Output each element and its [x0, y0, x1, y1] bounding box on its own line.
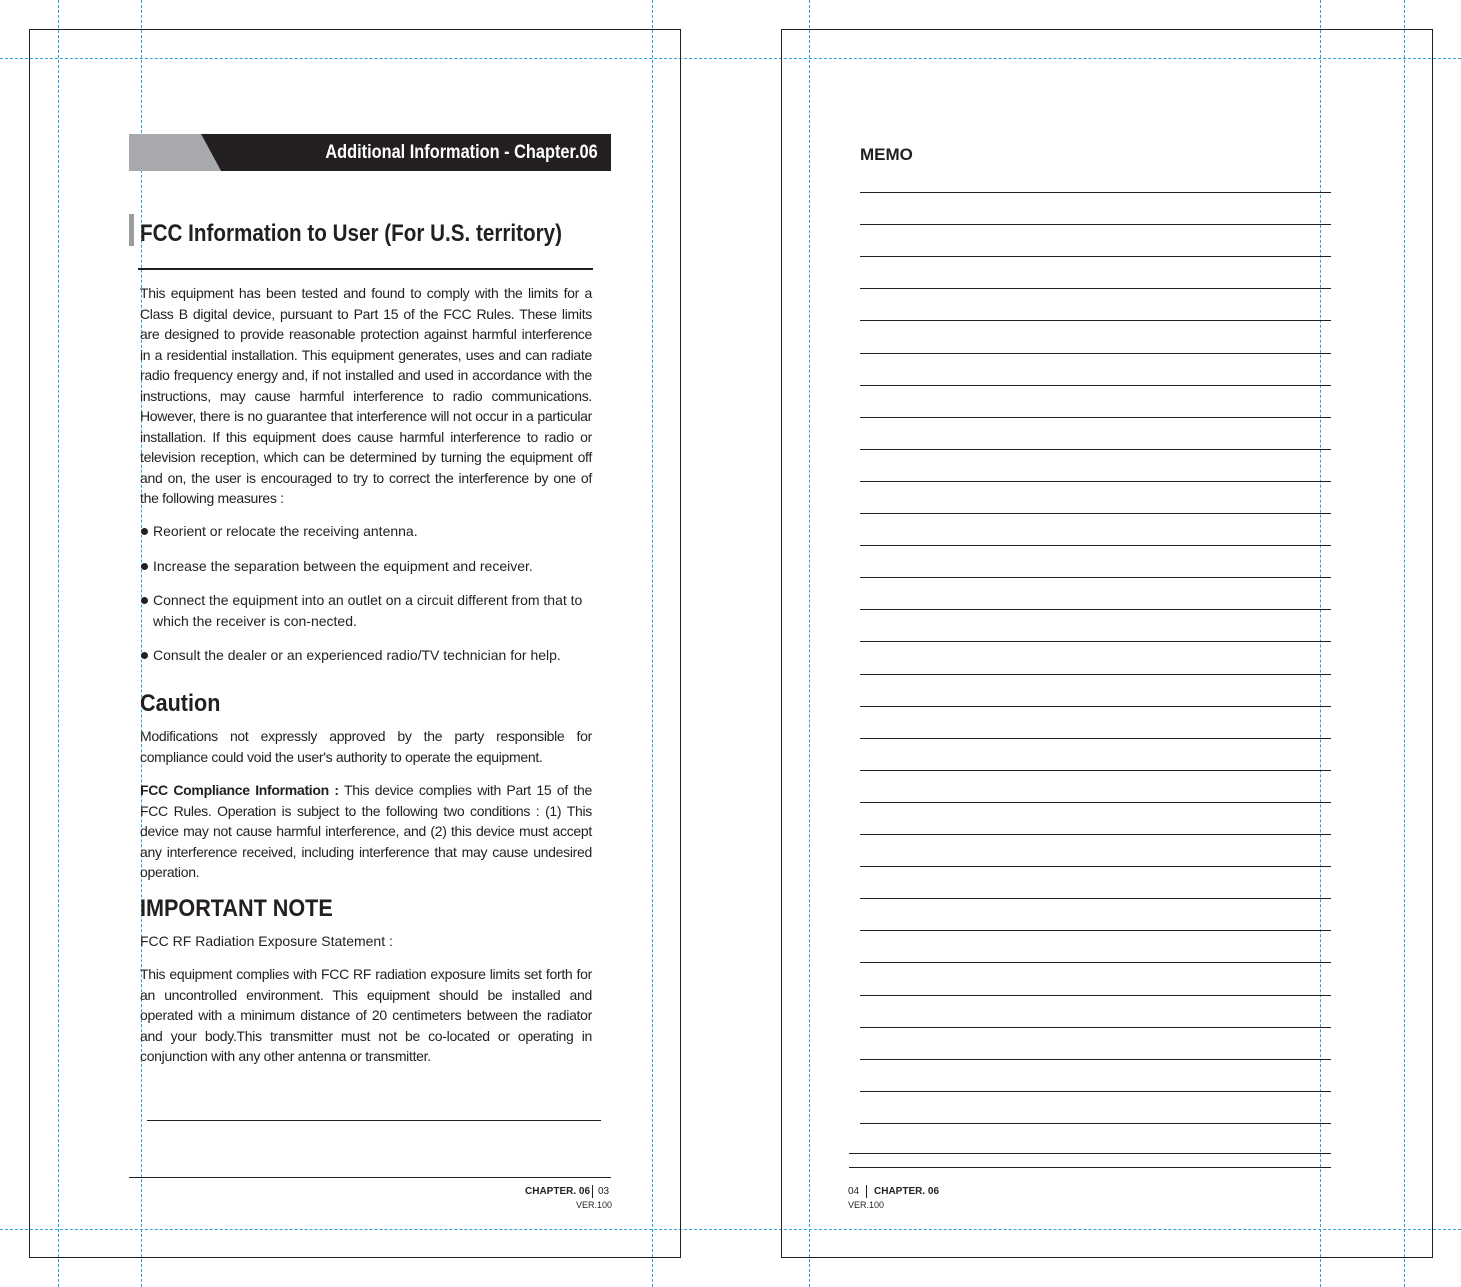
footer-chapter-prefix: CHAPTER.: [874, 1186, 926, 1197]
measure-text: Connect the equipment into an outlet on a circuit different from that to which the receiver is con-nected.: [153, 592, 583, 629]
bullet-dot: [141, 652, 148, 659]
section-title: FCC Information to User (For U.S. territory): [140, 220, 562, 247]
footer-separator: [866, 1185, 867, 1198]
footer-chapter-num: 06: [927, 1186, 940, 1197]
memo-line: [860, 385, 1331, 386]
footer-rule: [129, 1177, 611, 1178]
memo-line: [860, 224, 1331, 225]
memo-line: [860, 256, 1331, 257]
chapter-header-band: [129, 134, 611, 171]
content-end-rule: [147, 1120, 601, 1121]
memo-line: [860, 513, 1331, 514]
memo-line: [860, 738, 1331, 739]
memo-line: [860, 674, 1331, 675]
rf-statement-text: This equipment complies with FCC RF radiation exposure limits set forth for an uncontrolled environment. This equipment should be installed and operated with a minimum distance of 20 centimeters between the radiator and your body.This transmitter must not be co-located or operating in conjunction with any other antenna or transmitter.: [140, 966, 592, 1064]
memo-line: [860, 770, 1331, 771]
caution-text: Modifications not expressly approved by the party responsible for compliance could void the user's authority to operate the equipment.: [140, 728, 592, 765]
compliance-label: FCC Compliance Information :: [140, 782, 339, 798]
memo-line: [860, 449, 1331, 450]
memo-line: [860, 866, 1331, 867]
memo-title: MEMO: [860, 145, 913, 164]
version-label: VER.100: [576, 1200, 613, 1210]
bullet-dot: [141, 528, 148, 535]
memo-line: [860, 706, 1331, 707]
right-page-frame: [781, 29, 1433, 1258]
memo-line: [860, 288, 1331, 289]
chapter-header-title: Additional Information - Chapter.06: [325, 142, 598, 163]
section-title-rule: [138, 268, 593, 270]
caution-heading: Caution: [140, 690, 221, 717]
compliance-paragraph: [140, 780, 592, 883]
memo-line: [860, 545, 1331, 546]
memo-line: [860, 802, 1331, 803]
bullet-dot: [141, 597, 148, 604]
page-number: 04: [848, 1186, 860, 1197]
measure-item: [140, 645, 592, 666]
memo-line: [860, 995, 1331, 996]
measure-text: Consult the dealer or an experienced radio/TV technician for help.: [153, 647, 561, 663]
memo-line: [860, 609, 1331, 610]
memo-line: [860, 1091, 1331, 1092]
memo-line: [860, 930, 1331, 931]
section-title-marker: [129, 214, 134, 246]
measure-text: Reorient or relocate the receiving antenna.: [153, 523, 418, 539]
memo-line: [860, 577, 1331, 578]
memo-line: [860, 1027, 1331, 1028]
important-note-heading: IMPORTANT NOTE: [140, 895, 333, 922]
left-page-frame: [29, 29, 681, 1258]
measure-item: [140, 590, 585, 631]
footer-chapter-prefix: CHAPTER.: [525, 1186, 577, 1197]
footer-chapter: [525, 1186, 590, 1197]
bullet-dot: [141, 563, 148, 570]
measure-text: Increase the separation between the equipment and receiver.: [153, 558, 533, 574]
memo-line: [860, 641, 1331, 642]
memo-line: [860, 834, 1331, 835]
footer-rule: [849, 1167, 1331, 1168]
memo-line: [860, 320, 1331, 321]
measure-item: [140, 521, 592, 542]
memo-line: [860, 192, 1331, 193]
memo-line: [860, 353, 1331, 354]
memo-line: [860, 962, 1331, 963]
footer-rule: [849, 1153, 1331, 1154]
footer-separator: [592, 1185, 593, 1198]
footer-chapter-num: 06: [578, 1186, 591, 1197]
memo-line: [860, 1059, 1331, 1060]
memo-line: [860, 898, 1331, 899]
compliance-text: This device complies with Part 15 of the FCC Rules. Operation is subject to the following two conditions : (1) This device may not cause harmful interference, and (2) this device must accept any interference received, including interference that may cause undesired operation.: [140, 782, 592, 880]
page-number: 03: [598, 1186, 610, 1197]
rf-statement-label: FCC RF Radiation Exposure Statement :: [140, 933, 393, 949]
footer-chapter: [874, 1186, 939, 1197]
memo-line: [860, 1123, 1331, 1124]
intro-paragraph: This equipment has been tested and found to comply with the limits for a Class B digital device, pursuant to Part 15 of the FCC Rules. These limits are designed to provide reasonable protection against harmful interference in a residential installation. This equipment generates, uses and can radiate radio frequency energy and, if not installed and used in accordance with the instructions, may cause harmful interference to radio communications. However, there is no guarantee that interference will not occur in a particular installation. If this equipment does cause harmful interference to radio or television reception, which can be determined by turning the equipment off and on, the user is encouraged to try to correct the interference by one of the following measures :: [140, 285, 592, 506]
memo-line: [860, 481, 1331, 482]
version-label: VER.100: [848, 1200, 885, 1210]
measure-item: [140, 556, 592, 577]
memo-line: [860, 417, 1331, 418]
